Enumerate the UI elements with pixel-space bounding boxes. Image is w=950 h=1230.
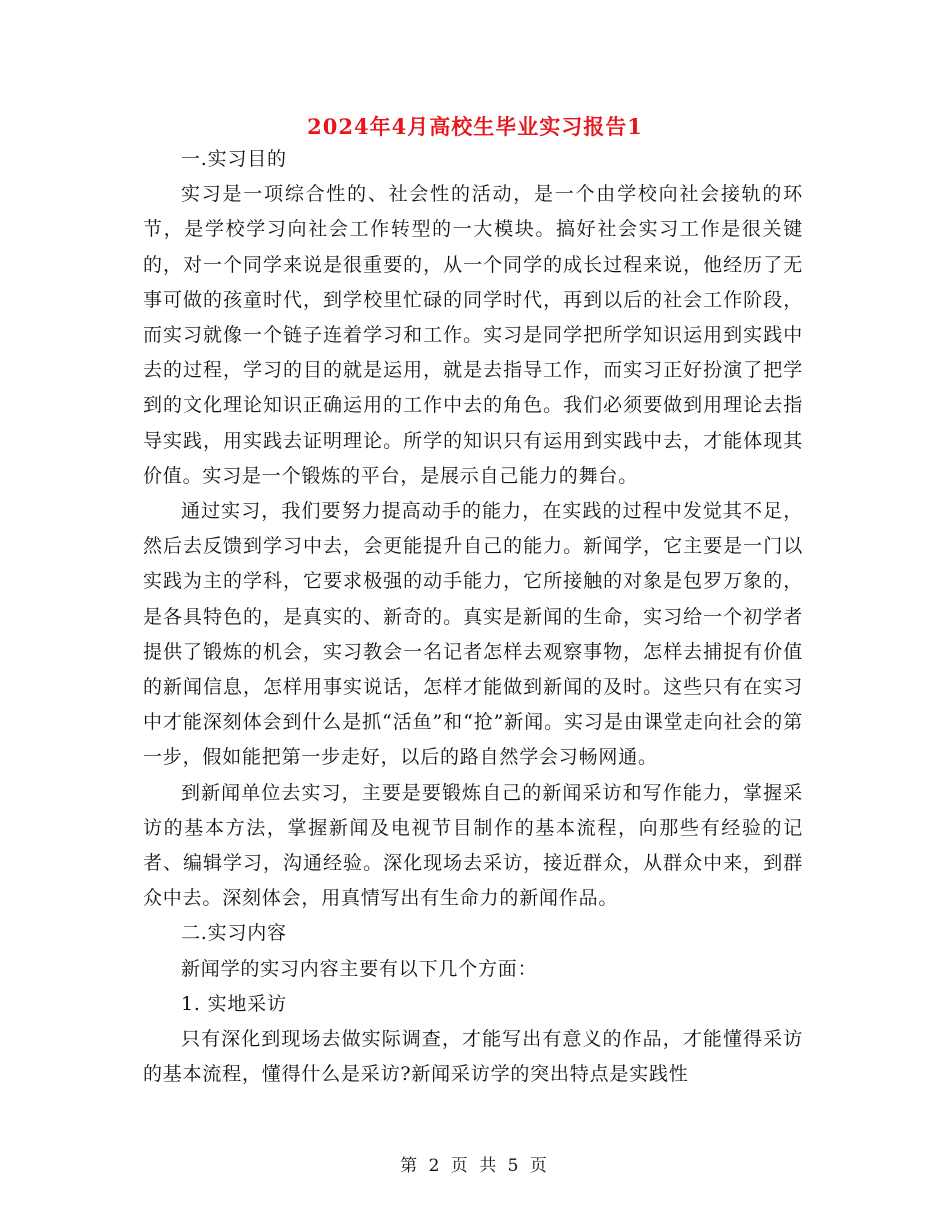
document-body [143, 142, 803, 1092]
section-heading-purpose: 一.实习目的 [181, 148, 287, 170]
paragraph: 新闻学的实习内容主要有以下几个方面： [181, 957, 538, 980]
page-footer: 第 2 页 共 5 页 [400, 1156, 550, 1176]
document-title: 2024年4月高校生毕业实习报告1 [307, 114, 643, 139]
paragraph: 通过实习，我们要努力提高动手的能力，在实践的过程中发觉其不足，然后去反馈到学习中去，会更能提升自己的能力。新闻学，它主要是一门以实践为主的学科，它要求极强的动手能力，它所接触的对象是包罗万象的，是各具特色的，是真实的、新奇的。真实是新闻的生命，实习给一个初学者提供了锻炼的机会，实习教会一名记者怎样去观察事物，怎样去捕捉有价值的新闻信息，怎样用事实说话，怎样才能做到新闻的及时。这些只有在实习中才能深刻体会到什么是抓“活鱼”和“抢”新闻。实习是由课堂走向社会的第一步，假如能把第一步走好，以后的路自然学会习畅网通。 [143, 500, 803, 769]
paragraph: 实习是一项综合性的、社会性的活动，是一个由学校向社会接轨的环节，是学校学习向社会工作转型的一大模块。搞好社会实习工作是很关键的，对一个同学来说是很重要的，从一个同学的成长过程来说，他经历了无事可做的孩童时代，到学校里忙碌的同学时代，再到以后的社会工作阶段，而实习就像一个链子连着学习和工作。实习是同学把所学知识运用到实践中去的过程，学习的目的就是运用，就是去指导工作，而实习正好扮演了把学到的文化理论知识正确运用的工作中去的角色。我们必须要做到用理论去指导实践，用实践去证明理论。所学的知识只有运用到实践中去，才能体现其价值。实习是一个锻炼的平台，是展示自己能力的舞台。 [143, 183, 803, 487]
paragraph: 到新闻单位去实习，主要是要锻炼自己的新闻采访和写作能力，掌握采访的基本方法，掌握新闻及电视节目制作的基本流程，向那些有经验的记者、编辑学习，沟通经验。深化现场去采访，接近群众，从群众中来，到群众中去。深刻体会，用真情写出有生命力的新闻作品。 [143, 781, 803, 910]
paragraph: 只有深化到现场去做实际调查，才能写出有意义的作品，才能懂得采访的基本流程，懂得什么是采访?新闻采访学的突出特点是实践性 [143, 1028, 803, 1086]
section-heading-content: 二.实习内容 [181, 922, 287, 945]
subsection-heading-field-interview: 1. 实地采访 [181, 992, 287, 1015]
